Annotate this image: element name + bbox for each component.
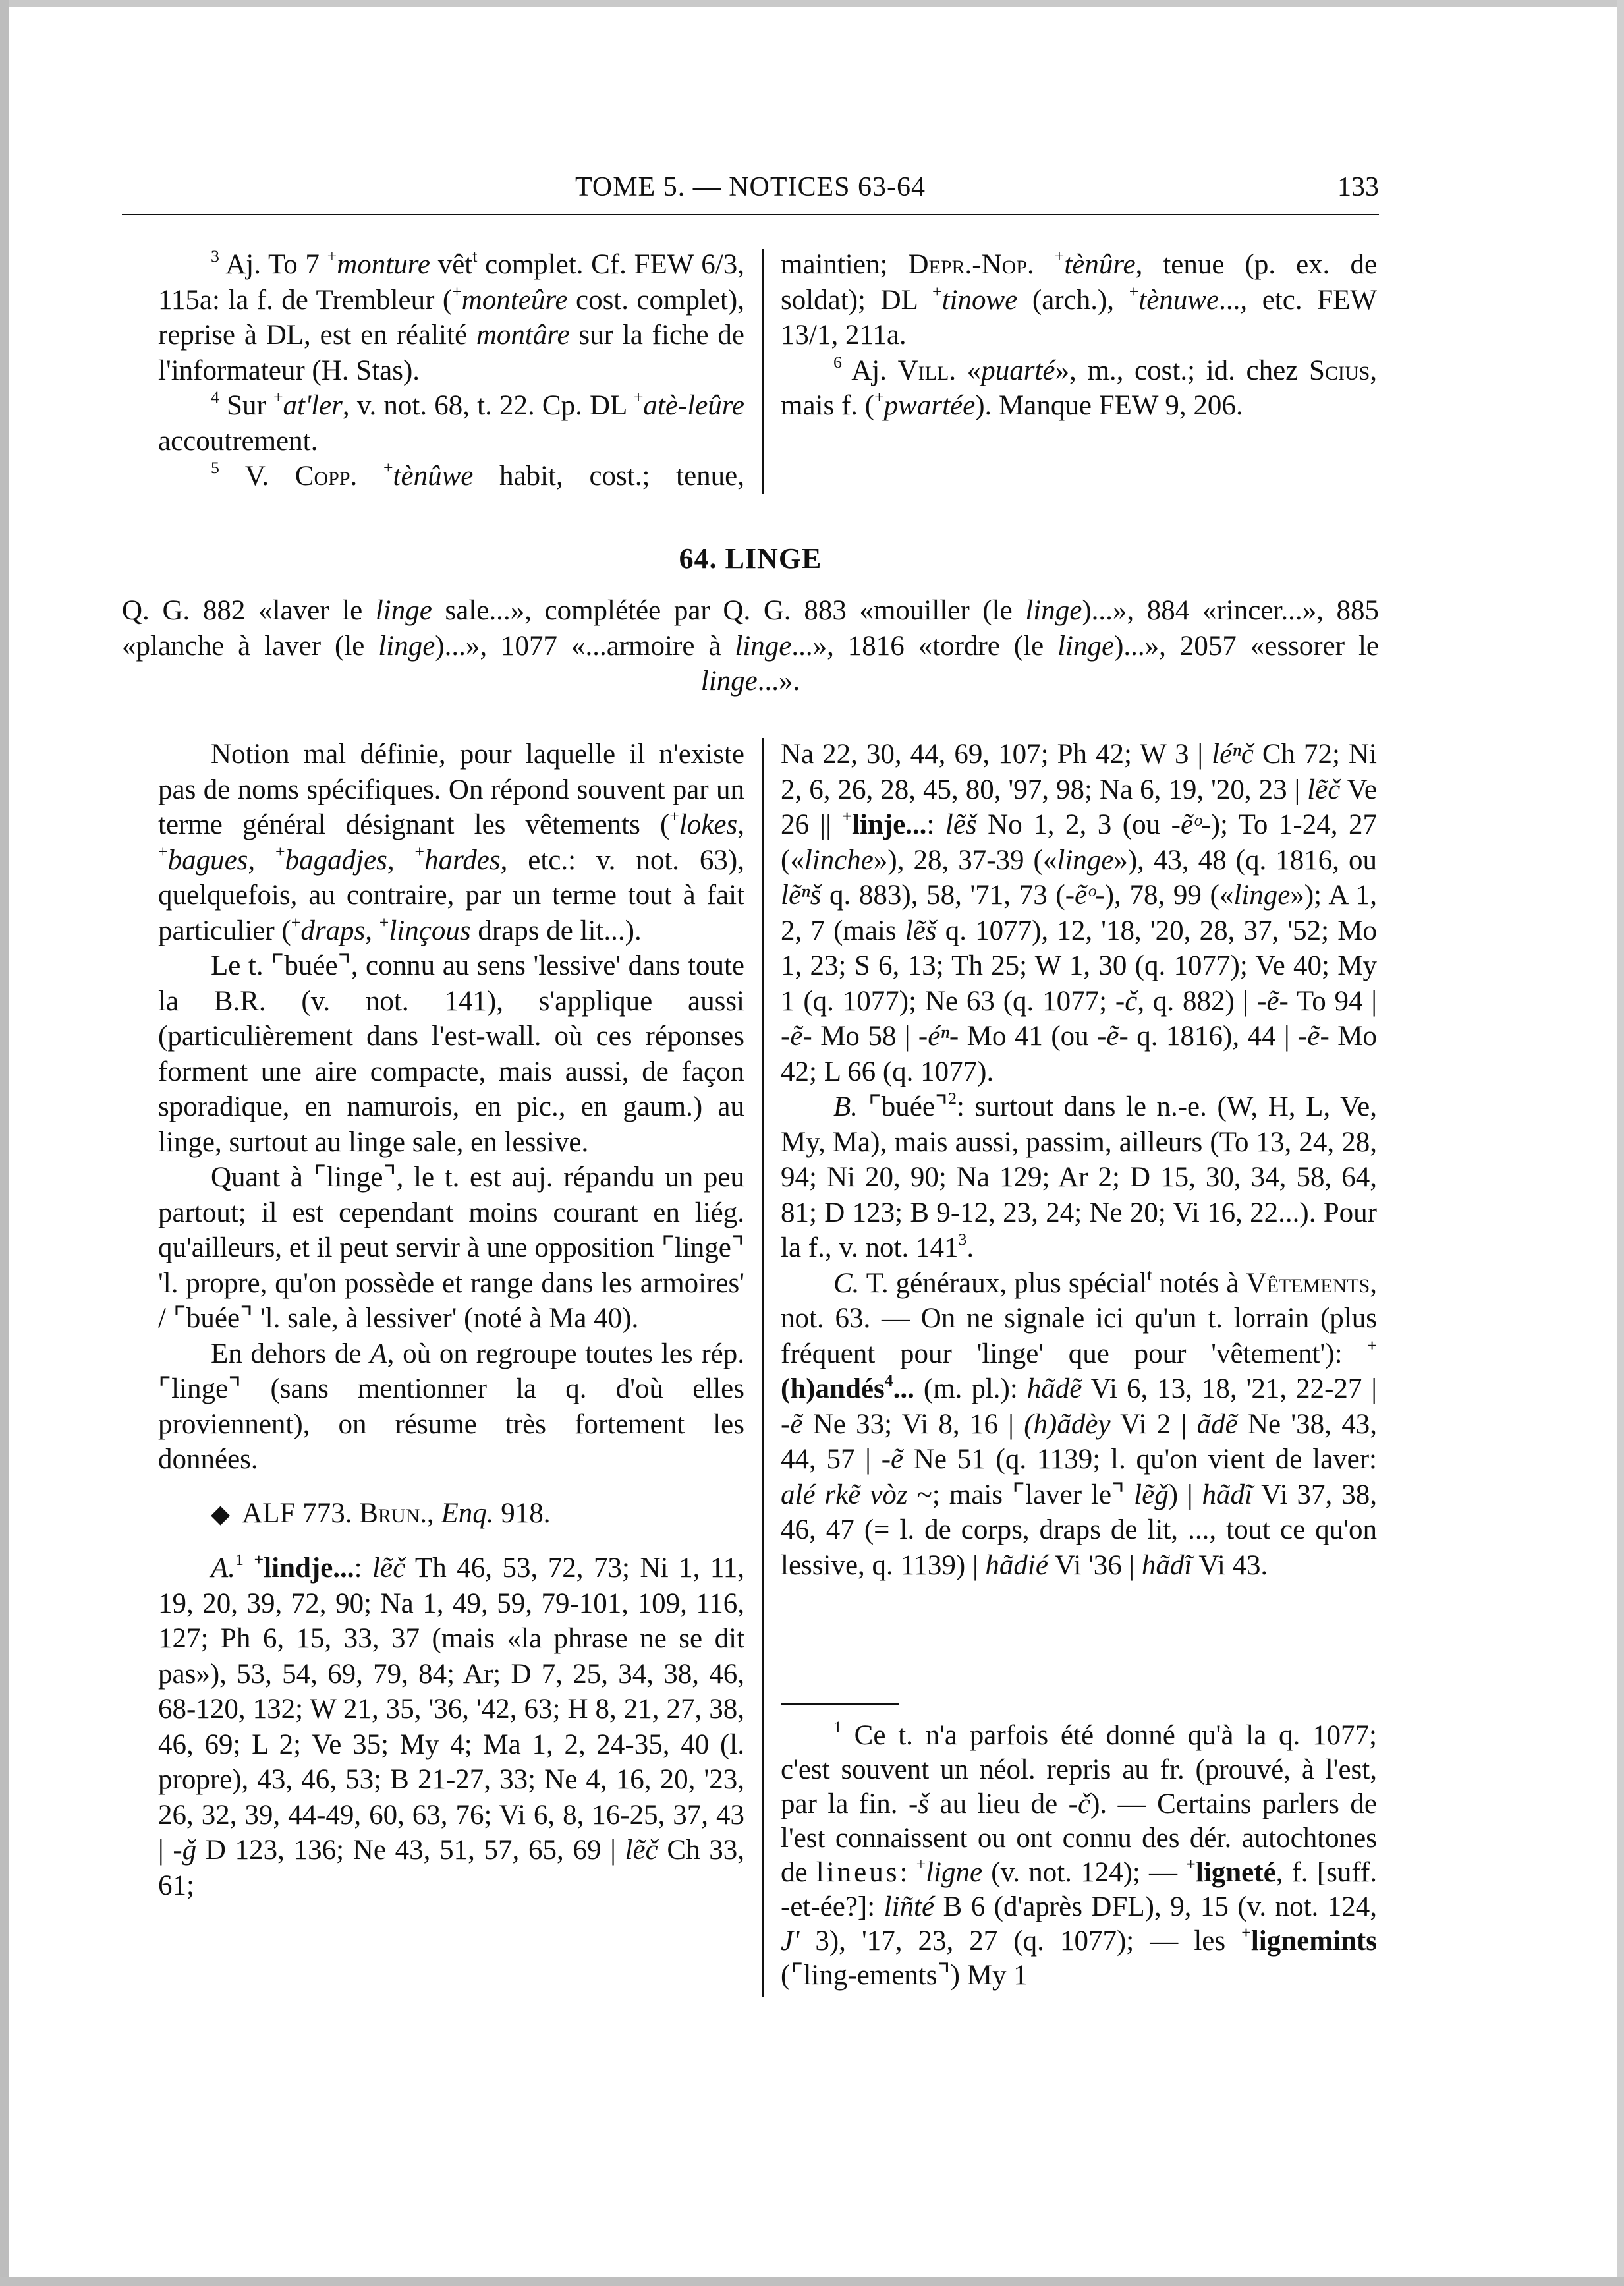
scan-edge-left <box>0 0 9 2286</box>
prev-notes-right <box>781 247 1377 424</box>
note-3: $^3$ Aj. To 7 +monture vêt$^t$ complet. Cf. FEW 6/3, 115a: la f. de Trembleur (+monteûre cost. complet), reprise à DL, est en réalité montâre sur la fiche de l'informateur (H. Stas). <box>158 246 745 386</box>
para-buee: Le t. ⌜buée⌝, connu au sens 'lessive' dans toute la B.R. (v. not. 141), s'applique aussi (particulièrement dans l'est-wall. où ces réponses forment une aire compacte, mais aussi, de façon sporadique, en namurois, en pic., en gaum.) au linge, surtout au linge sale, en lessive. <box>158 950 744 1158</box>
para-linge: Quant à ⌜linge⌝, le t. est auj. répandu un peu partout; il est cependant moins courant en liég. qu'ailleurs, et il peut servir à une opposition ⌜linge⌝ 'l. propre, qu'on possède et range dans les armoires' / ⌜buée⌝ 'l. sale, à lessiver' (noté à Ma 40). <box>158 1162 744 1334</box>
note-4: $^4$ Sur +at'ler, v. not. 68, t. 22. Cp. DL +atè-leûre accoutrement. <box>158 387 744 457</box>
scan-edge-right <box>1617 0 1624 2286</box>
section-title: 64. LINGE <box>679 542 822 575</box>
body-right-column <box>781 737 1377 1583</box>
questions-list: Q. G. 882 «laver le linge sale...», complétée par Q. G. 883 «mouiller (le linge)...», 884 «rincer...», 885 «planche à laver (le linge)...», 1077 «...armoire à linge...», 1816 «tordre (le linge)...», 2057 «essorer le linge...». <box>122 595 1379 697</box>
scan-edge-bottom <box>0 2277 1624 2286</box>
note-5-end: maintien; Depr.-Nop. +tènûre, tenue (p. ex. de soldat); DL +tinowe (arch.), +tènuwe..., etc. FEW 13/1, 211a. <box>781 246 1378 351</box>
page-number: 133 <box>1337 172 1379 202</box>
header-rule <box>122 214 1379 215</box>
section-a-cont: Na 22, 30, 44, 69, 107; Ph 42; W 3 | léⁿč Ch 72; Ni 2, 6, 26, 28, 45, 80, '97, 98; Na 6, 19, '20, 23 | lẽč Ve 26 || +linje...: lẽš No 1, 2, 3 (ou -ẽᵒ-); To 1-24, 27 («linche»), 28, 37-39 («linge»), 43, 48 (q. 1816, ou lẽⁿš q. 883), 58, '71, 73 (-ẽᵒ-), 78, 99 («linge»); A 1, 2, 7 (mais lẽš q. 1077), 12, '18, '20, 28, 37, '52; Mo 1, 23; S 6, 13; Th 25; W 1, 30 (q. 1077); Ve 40; My 1 (q. 1077); Ne 63 (q. 1077; -č, q. 882) | -ẽ- To 94 | -ẽ- Mo 58 | -éⁿ- Mo 41 (ou -ẽ- q. 1816), 44 | -ẽ- Mo 42; L 66 (q. 1077). <box>781 739 1378 1087</box>
scan-edge-top <box>0 0 1624 7</box>
footnote-1-text: $^1$ Ce t. n'a parfois été donné qu'à la q. 1077; c'est souvent un néol. repris au fr. (prouvé, à l'est, par la fin. -š au lieu de -č). — Certains parlers de l'est connaissent ou ont connu des dér. autochtones de lineus: +ligne (v. not. 124); — +ligneté, f. [suff. -et-ée?]: liñté B 6 (d'après DFL), 9, 15 (v. not. 124, J' 3), '17, 23, 27 (q. 1077); — les +lignemints (⌜ling-ements⌝) My 1 <box>781 1717 1377 1991</box>
prev-notes-left <box>158 247 744 494</box>
page-header <box>122 171 1379 211</box>
para-intro: Notion mal définie, pour laquelle il n'existe pas de noms spécifiques. On répond souvent par un terme général désignant les vêtements (+lokes, +bagues, +bagadjes, +hardes, etc.: v. not. 63), quelquefois, au contraire, par un terme tout à fait particulier (+draps, +linçous draps de lit...). <box>158 739 744 946</box>
column-rule-body <box>762 738 764 1997</box>
section-b: B. ⌜buée⌝$^2$: surtout dans le n.-e. (W, H, L, Ve, My, Ma), mais aussi, passim, ailleurs (To 13, 24, 28, 94; Ni 20, 90; Na 129; Ar 2; D 15, 30, 34, 58, 64, 81; D 123; B 9-12, 23, 24; Ne 20; Vi 16, 22...). Pour la f., v. not. $141^3$. <box>781 1088 1377 1263</box>
column-rule-top <box>762 249 764 494</box>
footnote-1 <box>781 1719 1377 1993</box>
running-title: TOME 5. — NOTICES 63-64 <box>574 172 926 202</box>
note-6: $^6$ Aj. Vill. «puarté», m., cost.; id. chez Scius, mais f. (+pwartée). Manque FEW 9, 206. <box>781 352 1377 421</box>
note-5-start: $^5$ V. Copp. +tènûwe habit, cost.; tenue, <box>211 457 745 492</box>
footnote-rule <box>781 1703 899 1705</box>
body-left-column <box>158 737 744 1903</box>
alf-reference: ◆ ALF 773. Brun., Enq. 918. <box>211 1497 551 1529</box>
section-c: C. T. généraux, plus spécial$^t$ notés à Vêtements, not. 63. — On ne signale ici qu'un t. lorrain (plus fréquent pour 'linge' que pour 'vêtement'): +(h)andés$^4$... (m. pl.): hãdẽ Vi 6, 13, 18, '21, 22-27 | -ẽ Ne 33; Vi 8, 16 | (h)ãdèy Vi 2 | ãdẽ Ne '38, 43, 44, 57 | -ẽ Ne 51 (q. 1139; l. qu'on vient de laver: alé rkẽ vòz ~; mais ⌜laver le⌝ lẽǧ) | hãdĩ Vi 37, 38, 46, 47 (= l. de corps, draps de lit, ..., tout ce qu'on lessive, q. 1139) | hãdié Vi '36 | hãdĩ Vi 43. <box>781 1265 1378 1581</box>
section-a-start: A.$^1$ +lindje...: lẽč Th 46, 53, 72, 73; Ni 1, 11, 19, 20, 39, 72, 90; Na 1, 49, 59, 79-101, 109, 116, 127; Ph 6, 15, 33, 37 (mais «la phrase ne se dit pas»), 53, 54, 69, 79, 84; Ar; D 7, 25, 34, 38, 46, 68-120, 132; W 21, 35, '36, '42, 63; H 8, 21, 27, 38, 46, 69; L 2; Ve 35; My 4; Ma 1, 2, 24-35, 40 (l. propre), 43, 46, 53; B 21-27, 33; Ne 4, 16, 20, '23, 26, 32, 39, 44-49, 60, 63, 76; Vi 6, 8, 16-25, 37, 43 | -ǧ D 123, 136; Ne 43, 51, 57, 65, 69 | lẽč Ch 33, 61; <box>158 1549 744 1901</box>
diamond-icon: ◆ <box>211 1500 231 1528</box>
para-resume: En dehors de A, où on regroupe toutes les rép. ⌜linge⌝ (sans mentionner la q. d'où elles proviennent), on résume très fortement les données. <box>158 1338 744 1475</box>
